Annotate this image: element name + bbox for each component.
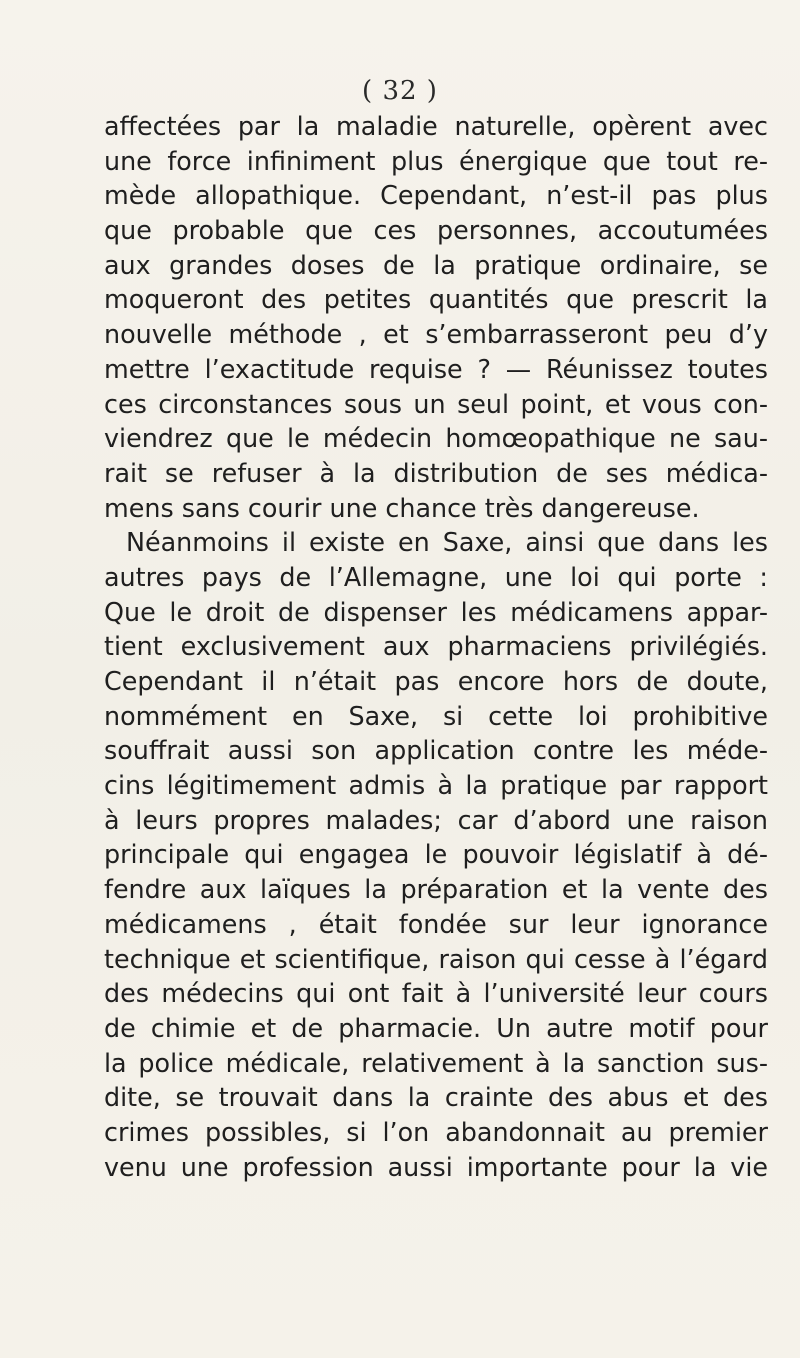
text-line: dite, se trouvait dans la crainte des abus et des: [104, 1082, 768, 1113]
text-line: médicamens , était fondée sur leur ignorance: [104, 908, 768, 939]
text-line: de chimie et de pharmacie. Un autre motif pour: [104, 1012, 768, 1043]
text-line: la police médicale, relativement à la sanction sus-: [104, 1047, 768, 1078]
text-line: une force infiniment plus énergique que tout re-: [104, 145, 768, 176]
text-line: viendrez que le médecin homœopathique ne sau-: [104, 423, 768, 454]
body-text: [104, 109, 768, 1184]
text-line: fendre aux laïques la préparation et la vente des: [104, 874, 768, 905]
paragraph-end-line: mens sans courir une chance très dangereuse.: [104, 492, 700, 523]
text-line: technique et scientifique, raison qui cesse à l’égard: [104, 943, 768, 974]
text-line: nouvelle méthode , et s’embarrasseront peu d’y: [104, 319, 768, 350]
text-line: crimes possibles, si l’on abandonnait au premier: [104, 1116, 768, 1147]
page-number: ( 32 ): [362, 76, 438, 106]
paragraph-start-line: Néanmoins il existe en Saxe, ainsi que dans les: [126, 527, 768, 558]
text-line: ces circonstances sous un seul point, et vous con-: [104, 388, 768, 419]
text-line: moqueront des petites quantités que prescrit la: [104, 284, 768, 315]
text-line: rait se refuser à la distribution de ses médica-: [104, 457, 768, 488]
text-line: mettre l’exactitude requise ? — Réunissez toutes: [104, 353, 768, 384]
text-line: venu une profession aussi importante pour la vie: [104, 1151, 768, 1182]
text-line: aux grandes doses de la pratique ordinaire, se: [104, 249, 768, 280]
text-line: des médecins qui ont fait à l’université leur cours: [104, 978, 768, 1009]
text-line: à leurs propres malades; car d’abord une raison: [104, 804, 768, 835]
text-line: autres pays de l’Allemagne, une loi qui porte :: [104, 561, 768, 592]
text-line: cins légitimement admis à la pratique par rapport: [104, 770, 768, 801]
text-line: tient exclusivement aux pharmaciens privilégiés.: [104, 631, 768, 662]
text-line: principale qui engagea le pouvoir législatif à dé-: [104, 839, 768, 870]
text-line: Que le droit de dispenser les médicamens appar-: [104, 596, 768, 627]
text-line: affectées par la maladie naturelle, opèrent avec: [104, 111, 768, 141]
text-line: que probable que ces personnes, accoutumées: [104, 215, 768, 246]
text-line: mède allopathique. Cependant, n’est-il pas plus: [104, 180, 768, 211]
text-line: nommément en Saxe, si cette loi prohibitive: [104, 700, 768, 731]
text-line: souffrait aussi son application contre les méde-: [104, 735, 768, 766]
text-line: Cependant il n’était pas encore hors de doute,: [104, 666, 768, 696]
